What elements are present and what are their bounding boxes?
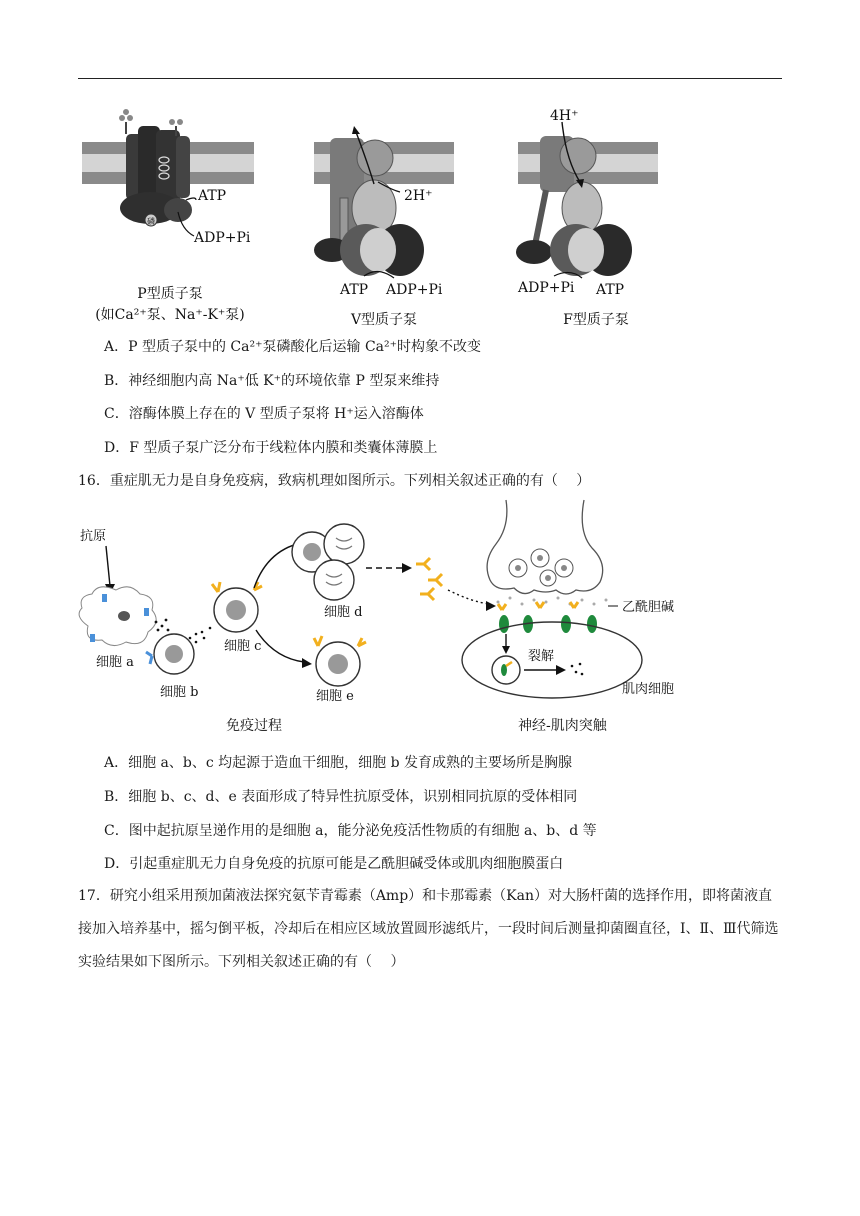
- v-type-pump-diagram: [314, 126, 454, 328]
- svg-text:裂解: 裂解: [528, 649, 555, 664]
- q16-option-d: D．引起重症肌无力自身免疫的抗原可能是乙酰胆碱受体或肌肉细胞膜蛋白: [104, 856, 564, 872]
- svg-text:磷: 磷: [147, 217, 155, 226]
- q16-option-b: B．细胞 b、c、d、e 表面形成了特异性抗原受体，识别相同抗原的受体相同: [104, 789, 578, 805]
- svg-text:细胞 e: 细胞 e: [316, 689, 354, 704]
- svg-text:细胞 b: 细胞 b: [160, 685, 199, 700]
- svg-text:ADP+Pi: ADP+Pi: [518, 280, 575, 296]
- svg-text:ATP: ATP: [596, 282, 625, 298]
- header-rule: [78, 78, 782, 79]
- svg-text:抗原: 抗原: [80, 529, 107, 544]
- p-type-pump-diagram: [82, 109, 254, 323]
- svg-text:细胞 c: 细胞 c: [224, 639, 262, 654]
- svg-text:乙酰胆碱: 乙酰胆碱: [622, 600, 675, 615]
- svg-text:(如Ca²⁺泵、Na⁺-K⁺泵): (如Ca²⁺泵、Na⁺-K⁺泵): [95, 307, 245, 323]
- immune-process-diagram: [79, 524, 412, 734]
- svg-text:细胞 a: 细胞 a: [96, 655, 134, 670]
- q16-option-a: A．细胞 a、b、c 均起源于造血干细胞，细胞 b 发育成熟的主要场所是胸腺: [104, 755, 573, 771]
- q15-option-d: D．F 型质子泵广泛分布于线粒体内膜和类囊体薄膜上: [104, 440, 438, 456]
- svg-text:细胞 d: 细胞 d: [324, 605, 363, 620]
- q15-option-b: B．神经细胞内高 Na⁺低 K⁺的环境依靠 P 型泵来维持: [104, 373, 440, 389]
- svg-text:免疫过程: 免疫过程: [226, 718, 282, 734]
- svg-text:ATP: ATP: [198, 188, 227, 204]
- svg-text:4H⁺: 4H⁺: [550, 108, 579, 124]
- neuromuscular-synapse-diagram: [416, 500, 674, 734]
- q16-option-c: C．图中起抗原呈递作用的是细胞 a，能分泌免疫活性物质的有细胞 a、b、d 等: [104, 823, 597, 839]
- proton-pump-figure: [78, 100, 658, 332]
- q15-option-a: A．P 型质子泵中的 Ca²⁺泵磷酸化后运输 Ca²⁺时构象不改变: [104, 339, 482, 355]
- svg-text:V型质子泵: V型质子泵: [350, 312, 418, 328]
- f-type-pump-diagram: [516, 108, 658, 328]
- svg-text:ADP+Pi: ADP+Pi: [194, 230, 251, 246]
- q17-stem: 17．研究小组采用预加菌液法探究氨苄青霉素（Amp）和卡那霉素（Kan）对大肠杆菌的选择作用，即将菌液直接加入培养基中，摇匀倒平板，冷却后在相应区域放置圆形滤纸片，一段时间后测量抑菌圈直径，Ⅰ、Ⅱ、Ⅲ代筛选实验结果如下图所示。下列相关叙述正确的有（ ）: [78, 888, 779, 970]
- svg-text:2H⁺: 2H⁺: [404, 188, 433, 204]
- svg-text:ATP: ATP: [340, 282, 369, 298]
- q16-stem: 16．重症肌无力是自身免疫病，致病机理如图所示。下列相关叙述正确的有（ ）: [78, 473, 591, 489]
- q15-option-c: C．溶酶体膜上存在的 V 型质子泵将 H⁺运入溶酶体: [104, 406, 424, 422]
- svg-text:F型质子泵: F型质子泵: [563, 312, 629, 328]
- svg-text:神经-肌肉突触: 神经-肌肉突触: [518, 718, 607, 734]
- myasthenia-figure: [78, 498, 698, 744]
- svg-text:ADP+Pi: ADP+Pi: [386, 282, 443, 298]
- svg-text:P型质子泵: P型质子泵: [137, 286, 203, 302]
- svg-text:肌肉细胞: 肌肉细胞: [622, 682, 675, 697]
